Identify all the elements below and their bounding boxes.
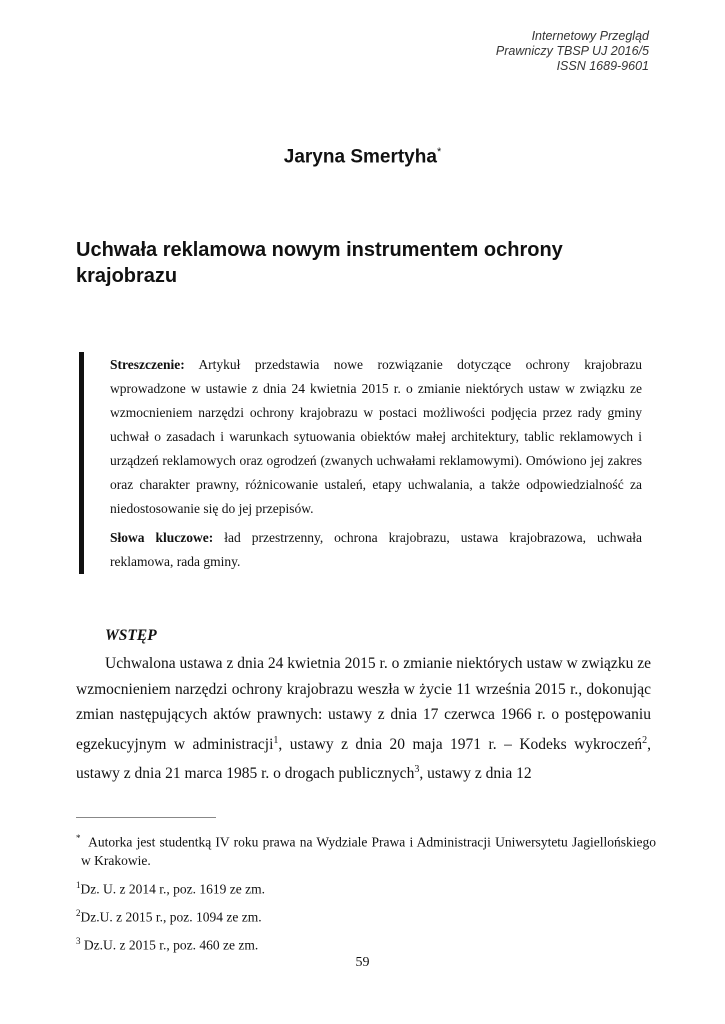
- body-text-part1: Uchwalona ustawa z dnia 24 kwietnia 2015 r. o zmianie niektórych ustaw w związku ze wzmocnieniem narzędzi ochrony krajobrazu weszła w życie 11 września 2015 r., dokonując zmian następujących aktów prawnych: ustawy z dnia 17 czerwca 1966 r. o postępowaniu egzekucyjnym w administracji: [76, 655, 651, 753]
- author-name: Jaryna Smertyha: [283, 146, 437, 168]
- page-number: 59: [355, 955, 370, 970]
- footnote-author-text: Autorka jest studentką IV roku prawa na Wydziale Prawa i Administracji Uniwersytetu Jagiellońskiego w Krakowie.: [81, 834, 656, 868]
- article-title: Uchwała reklamowa nowym instrumentem ochrony krajobrazu: [76, 239, 563, 287]
- footnote-1-mark: 1: [76, 880, 81, 890]
- footnote-author-mark: *: [76, 833, 81, 843]
- journal-issn: ISSN 1689-9601: [556, 59, 649, 73]
- body-paragraph: [76, 651, 651, 787]
- footnote-3: [76, 932, 651, 955]
- journal-name-line2: Prawniczy TBSP UJ 2016/5: [495, 44, 649, 58]
- author: [0, 146, 725, 168]
- footnote-divider: [76, 817, 216, 818]
- abstract-paragraph: [110, 353, 642, 521]
- body-text-part2: , ustawy z dnia 20 maja 1971 r. – Kodeks wykroczeń: [278, 735, 643, 753]
- footnote-ref-3[interactable]: 3: [414, 764, 420, 776]
- footnote-author: [76, 829, 656, 870]
- footnote-1-text: Dz. U. z 2014 r., poz. 1619 ze zm.: [80, 881, 265, 897]
- footnote-ref-1[interactable]: 1: [273, 734, 279, 746]
- section-heading: WSTĘP: [105, 627, 157, 644]
- footnote-3-mark: 3: [76, 936, 81, 946]
- body-text-part4: , ustawy z dnia 12: [419, 765, 532, 783]
- footnote-ref-2[interactable]: 2: [642, 734, 648, 746]
- footnote-2-text: Dz.U. z 2015 r., poz. 1094 ze zm.: [80, 909, 262, 925]
- footnote-1: [76, 876, 651, 899]
- keywords-label: Słowa kluczowe:: [110, 530, 214, 545]
- footnote-3-text: Dz.U. z 2015 r., poz. 460 ze zm.: [83, 937, 259, 953]
- footnote-2: [76, 904, 651, 927]
- footnote-2-mark: 2: [76, 908, 81, 918]
- keywords-paragraph: [110, 526, 642, 574]
- keywords-text: ład przestrzenny, ochrona krajobrazu, ustawa krajobrazowa, uchwała reklamowa, rada gminy.: [110, 530, 643, 569]
- journal-header: [496, 29, 649, 74]
- abstract-label: Streszczenie:: [110, 357, 185, 372]
- body-text-part3: , ustawy z dnia 21 marca 1985 r. o drogach publicznych: [76, 735, 651, 783]
- abstract-bar: [79, 352, 84, 574]
- journal-name-line1: Internetowy Przegląd: [531, 29, 649, 43]
- abstract-text: Artykuł przedstawia nowe rozwiązanie dotyczące ochrony krajobrazu wprowadzone w ustawie z dnia 24 kwietnia 2015 r. o zmianie niektórych ustaw w związku ze wzmocnieniem narzędzi ochrony krajobrazu w postaci możliwości podjęcia przez rady gminy uchwał o zasadach i warunkach sytuowania obiektów małej architektury, tablic reklamowych i urządzeń reklamowych oraz ogrodzeń (zwanych uchwałami reklamowymi). Omówiono jej zakres oraz charakter prawny, różnicowanie ustaleń, etapy uchwalania, a także odpowiedzialność za niedostosowanie się do jej przepisów.: [110, 357, 642, 516]
- author-footnote-mark: *: [436, 146, 442, 158]
- abstract: [110, 353, 642, 574]
